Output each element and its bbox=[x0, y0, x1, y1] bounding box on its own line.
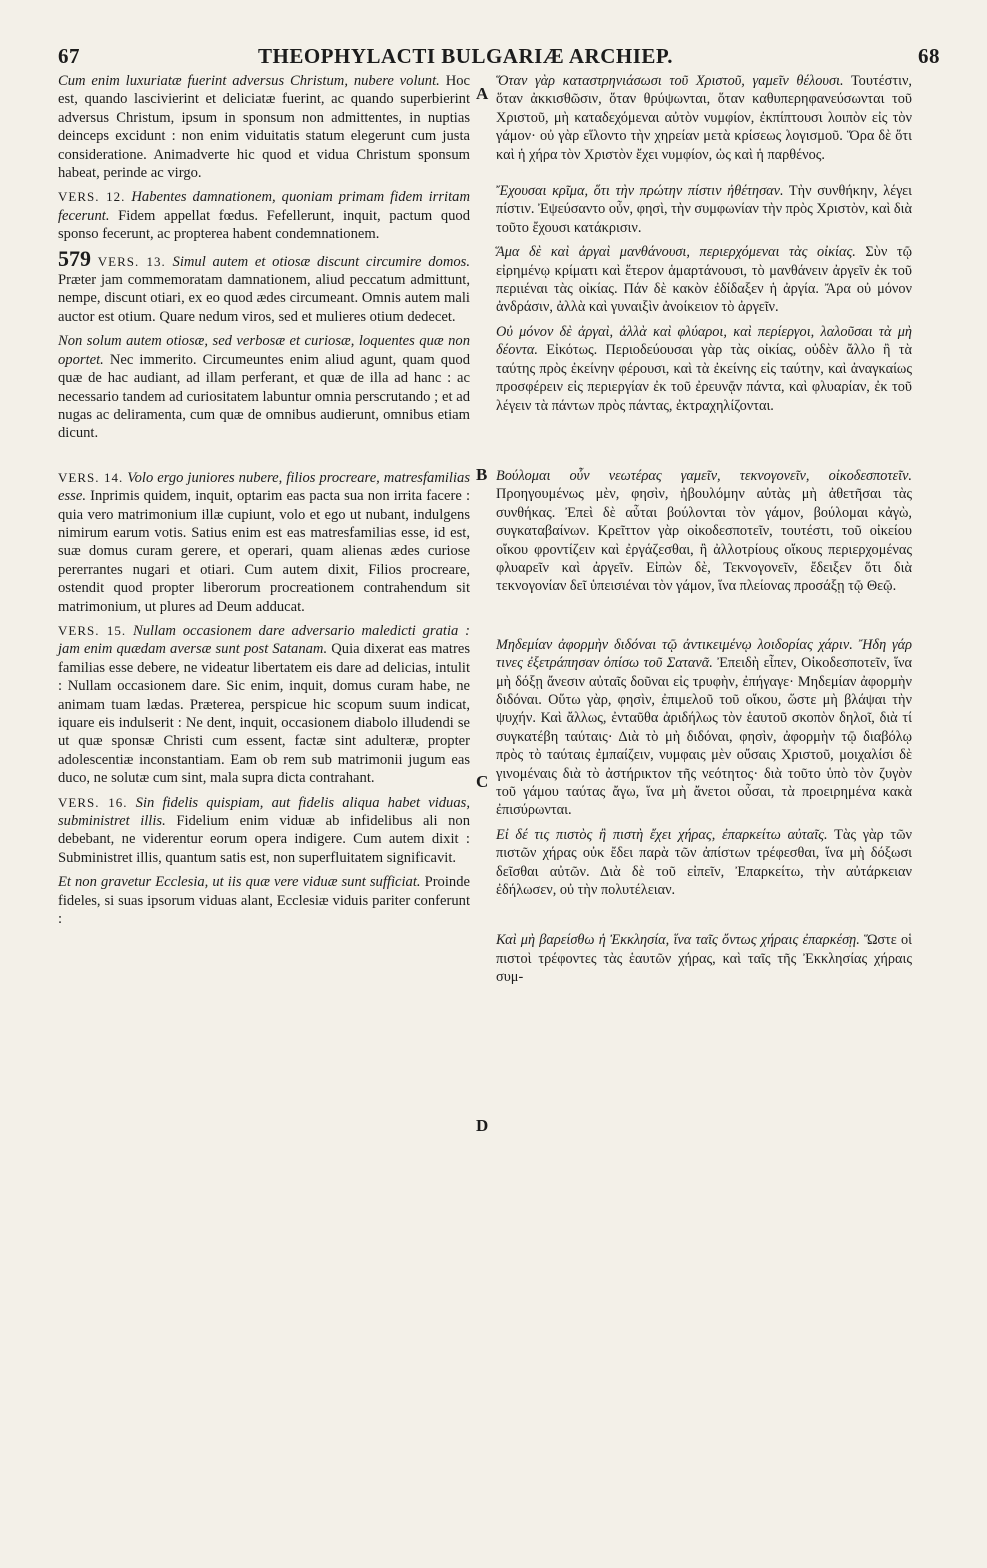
verse-lemma: Καὶ μὴ βαρείσθω ἡ Ἐκκλησία, ἵνα ταῖς ὄντως χήραις ἐπαρκέσῃ. bbox=[496, 932, 860, 949]
latin-paragraph bbox=[58, 245, 471, 327]
commentary-text: Proinde fideles, si suas ipsorum viduas alant, Ecclesiæ viduis pariter conferunt : bbox=[58, 874, 470, 928]
greek-paragraph bbox=[496, 467, 912, 596]
commentary-text: Εἰκότως. Περιοδεύουσαι γὰρ τὰς οἰκίας, οὐδὲν ἄλλο ἢ τὰ ταύτης πρὸς ἐκείνην φέρουσι, καὶ τὰ ἐκείνης εἰς ταύτην, καὶ ἀναγκαίως προσφέρειν εἰς περιεργίαν ἐκ τοῦ ἐρευνᾷν πάντα, καὶ φλυαρίαν, ἐκ τοῦ λέγειν τὰ πάντων πρὸς πάντας, ἐκτραχηλίζονται. bbox=[496, 342, 912, 414]
verse-reference: VERS. 15. bbox=[58, 622, 127, 638]
latin-paragraph bbox=[58, 873, 470, 928]
greek-paragraph bbox=[496, 182, 912, 237]
commentary-text: Ὥστε οἱ πιστοὶ τρέφοντες τὰς ἑαυτῶν χήρας, καὶ ταῖς τῆς Ἐκκλησίας χήραις συμ- bbox=[496, 932, 912, 986]
commentary-text: Quia dixerat eas matres familias esse debere, ne videatur libertatem eis dare ad delicias, intulit : Nullam occasionem dare. Sic enim, inquit, domus curam habe, ne animam tuam lædas. Præterea, perspicue hic scopum suum indicat, iquare eis indulserit : Ne dent, inquit, occasionem diabolo illudendi se ut quæ sponsæ Christi cum essent, factæ sint adulteræ, propter adolescentiæ inconstantiam. Eam ob rem sub matrimonii jugum eas duco, ne solutæ cum sint, mala supra dicta contrahant. bbox=[58, 641, 471, 787]
verse-lemma: Et non gravetur Ecclesia, ut iis quæ vere viduæ sunt sufficiat. bbox=[58, 874, 421, 891]
commentary-text: Τουτέστιν, ὅταν ἀκκισθῶσιν, ὅταν θρύψωνται, ὅταν καθυπερηφανεύσωνται τοῦ Χριστοῦ, μὴ καταδεχόμεναι αὐτὸν νυμφίον, ἐκπίπτουσι λοιπὸν εἰς τὸν γάμον· οὐ γὰρ εἵλοντο τὴν χηρείαν μετὰ κρίσεως λογισμοῦ. Ὅρα δὲ ὅτι καὶ ἡ χήρα τὸν Χριστὸν ἔχει νυμφίον, ὡς καὶ ἡ παρθένος. bbox=[496, 73, 912, 163]
verse-lemma: Ἔχουσαι κρῖμα, ὅτι τὴν πρώτην πίστιν ἠθέτησαν. bbox=[496, 183, 784, 200]
verse-lemma: Βούλομαι οὖν νεωτέρας γαμεῖν, τεκνογονεῖν, οἰκοδεσποτεῖν. bbox=[496, 467, 912, 484]
commentary-text: Τὴν συνθήκην, λέγει πίστιν. Ἐψεύσαντο οὖν, φησὶ, τὴν συμφωνίαν τὴν πρὸς Χριστὸν, καὶ διὰ τοῦτο ἔχουσι κατάκρισιν. bbox=[496, 183, 912, 236]
verse-lemma: Ὅταν γὰρ καταστρηνιάσωσι τοῦ Χριστοῦ, γαμεῖν θέλουσι. bbox=[496, 73, 844, 89]
verse-reference: VERS. 13. bbox=[97, 253, 166, 269]
verse-lemma: Sin fidelis quispiam, aut fidelis aliqua habet viduas, subministret illis. bbox=[58, 794, 470, 830]
section-marker-a: A bbox=[476, 84, 489, 103]
greek-paragraph bbox=[496, 931, 912, 986]
commentary-text: Σὺν τῷ εἰρημένῳ κρίματι καὶ ἕτερον ἁμαρτάνουσι, τὸ μανθάνειν ἀργεῖν ἐκ τοῦ περιιέναι τὰς οἰκίας. Πάν δὲ κακὸν ἐδίδαξεν ἡ ἀργία. Ἄρα οὐ μόνον ἀνδράσιν, ἀλλὰ καὶ γυναιξὶν ἀνοίκειον τὸ ἀργεῖν. bbox=[496, 244, 913, 316]
running-title: THEOPHYLACTI BULGARIÆ ARCHIEP. bbox=[258, 44, 674, 68]
column-number: 579 bbox=[58, 245, 91, 271]
commentary-text: Nec immerito. Circumeuntes enim aliud agunt, quam quod quæ de hac audiant, ad illam perferant, et quæ de illa ad hanc : ac necessario tandem ad curiositatem labuntur omnia perscrutando ; et ad nugas ac deliramenta, cum quæ de omnibus audierunt, omnibus etiam dicunt. bbox=[58, 351, 470, 442]
greek-paragraph bbox=[496, 826, 912, 900]
verse-lemma: Nullam occasionem dare adversario maledicti gratia : jam enim quædam aversæ sunt post Satanam. bbox=[58, 622, 470, 658]
latin-paragraph bbox=[58, 332, 470, 442]
section-marker-c: C bbox=[476, 772, 489, 791]
commentary-text: Τὰς γὰρ τῶν πιστῶν χήρας οὐκ ἔδει παρὰ τῶν ἀπίστων τρέφεσθαι, ἵνα μὴ δόξωσι δεῖσθαι αὐτῶν. Διὰ δὲ τοῦ εἰπεῖν, Ἐπαρκείτω, τὴν αὐτάρκειαν ἐδήλωσεν, οὐ τὴν πολυτέλειαν. bbox=[496, 826, 912, 899]
commentary-text: Ἐπειδὴ εἶπεν, Οἰκοδεσποτεῖν, ἵνα μὴ δόξῃ ἄνεσιν αὐταῖς δοῦναι εἰς τρυφὴν, ἐπήγαγε· Μηδεμίαν ἀφορμὴν διδόναι. Οὕτω γὰρ, φησὶν, ἐπιμελοῦ τοῦ οἴκου, ὥστε μὴ βλάψαι τὴν ψυχήν. Καὶ ἄλλως, ἐνταῦθα ἀριδήλως τὸν ἑαυτοῦ σκοπὸν δηλοῖ, διὰ τί συγκατέβη ταύταις· Διὰ τὸ μὴ διδόναι, φησὶν, ἀφορμὴν τῷ διαβόλῳ πρὸς τὸ ταύταις ἐμπαίζειν, νυμφαις μὲν οὔσαις Χριστοῦ, μοιχαλίσι δὲ γινομέναις διὰ τὸ ἀστήρικτον τῆς νεότητος· διὰ τοῦτο ὑπὸ τὸν ζυγὸν τοῦ γάμου ταύτας ἄγω, ἵνα μὴ ἄνετοι οὖσαι, τὰ προειρημένα κακὰ ἐπισύρωνται. bbox=[496, 655, 912, 819]
latin-paragraph bbox=[58, 469, 470, 616]
running-header bbox=[58, 44, 940, 70]
verse-reference: VERS. 14. bbox=[58, 469, 124, 485]
greek-paragraph bbox=[496, 72, 912, 164]
verse-reference: VERS. 12. bbox=[58, 189, 126, 205]
verse-lemma: Ἅμα δὲ καὶ ἀργαὶ μανθάνουσι, περιερχόμεναι τὰς οἰκίας. bbox=[496, 244, 856, 261]
page-number-left: 67 bbox=[58, 44, 80, 68]
latin-column bbox=[58, 72, 470, 934]
commentary-text: Fidem appellat fœdus. Fefellerunt, inquit, pactum quod sponso fecerunt, ac propterea habent condemnationem. bbox=[58, 207, 471, 243]
verse-lemma: Μηδεμίαν ἀφορμὴν διδόναι τῷ ἀντικειμένῳ λοιδορίας χάριν. Ἤδη γάρ τινες ἐξετράπησαν ὀπίσω τοῦ Σατανᾶ. bbox=[496, 636, 912, 672]
section-marker-d: D bbox=[476, 1116, 489, 1135]
verse-lemma: Εἰ δέ τις πιστὸς ἢ πιστὴ ἔχει χήρας, ἐπαρκείτω αὐταῖς. bbox=[496, 826, 828, 843]
verse-lemma: Volo ergo juniores nubere, filios procreare, matresfamilias esse. bbox=[58, 469, 471, 505]
commentary-text: Προηγουμένως μὲν, φησὶν, ἠβουλόμην αὐτὰς μὴ ἀθετῆσαι τὰς συνθήκας. Ἐπεὶ δὲ αὗται βούλονται τὸν γάμον, βούλομαι κἀγὼ, συγκαταβαίνων. Κρεῖττον γὰρ οἰκοδεσποτεῖν, τουτέστι, τοῦ οἰκείου οἴκου φροντίζειν καὶ ἐργάζεσθαι, ἢ ἀλλοτρίους οἴκους περιερχομένας φλυαρεῖν καὶ ἀργεῖν. Εἰπὼν δὲ, Τεκνογονεῖν, ἔδειξεν ὅτι διὰ τεκνογονίαν δεῖ ὑπεισιέναι τὸν γάμον, ἵνα πλείονας προσάξῃ τῷ Θεῷ. bbox=[496, 486, 912, 595]
latin-paragraph bbox=[58, 188, 470, 243]
page-number-right: 68 bbox=[918, 44, 940, 68]
verse-lemma: Cum enim luxuriatæ fuerint adversus Christum, nubere volunt. bbox=[58, 73, 440, 89]
commentary-text: Hoc est, quando lascivierint et deliciatæ fuerint, ac quando superbierint adversus Christum, ipsum in sponsum non admittentes, in nuptias deinceps excidunt : non enim viduitatis statum elegerunt cum justa consideratione. Animadverte hic quod et vidua Christum sponsum habeat, perinde ac virgo. bbox=[58, 73, 471, 182]
greek-column bbox=[496, 72, 912, 993]
verse-lemma: Simul autem et otiosæ discunt circumire domos. bbox=[172, 253, 471, 270]
verse-reference: VERS. 16. bbox=[58, 794, 128, 810]
greek-paragraph bbox=[496, 323, 912, 415]
greek-paragraph bbox=[496, 243, 912, 317]
section-marker-b: B bbox=[476, 465, 488, 484]
verse-lemma: Habentes damnationem, quoniam primam fidem irritam fecerunt. bbox=[58, 189, 470, 224]
verse-lemma: Non solum autem otiosæ, sed verbosæ et curiosæ, loquentes quæ non oportet. bbox=[58, 333, 470, 368]
commentary-text: Fidelium enim viduæ ab infidelibus ali non debebant, ne viderentur eorum opera indigere. Cum autem dixit : Subministret illis, quantum satis est, non superfluitatem significavit. bbox=[58, 813, 470, 866]
latin-paragraph bbox=[58, 72, 470, 182]
verse-lemma: Οὐ μόνον δὲ ἀργαὶ, ἀλλὰ καὶ φλύαροι, καὶ περίεργοι, λαλοῦσαι τὰ μὴ δέοντα. bbox=[496, 323, 912, 359]
greek-paragraph bbox=[496, 636, 912, 820]
commentary-text: Inprimis quidem, inquit, optarim eas pacta sua non irrita facere : quia vero matrimonium illæ cupiunt, volo et ego ut nubant, indulgens nimirum earum votis. Satius enim est eas matresfamilias esse, id est, suæ domus curam gerere, et operari, quam alienas ædes curiose pererrantes nugari et otiari. Cum autem dixit, Filios procreare, ostendit quod propter liberorum procreationem contrahendum sit matrimonium, ut plures ad Deum adducat. bbox=[58, 488, 471, 615]
latin-paragraph bbox=[58, 622, 470, 788]
latin-paragraph bbox=[58, 794, 470, 868]
commentary-text: Præter jam commemoratam damnationem, aliud peccatum admittunt, nempe, discunt otiari, ex eo quod ædes circumeant. Omnis autem mali auctor est otium. Quare nedum viros, sed et mulieres otium dedecet. bbox=[58, 272, 470, 325]
